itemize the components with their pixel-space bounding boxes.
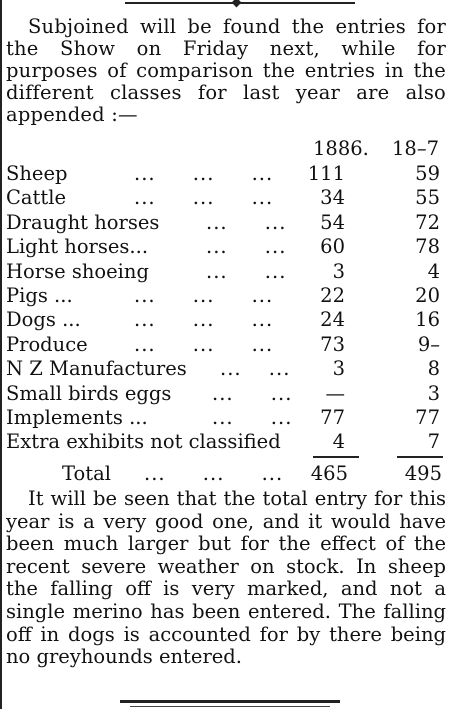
value-1886: 54 [320,210,345,234]
column-rule [0,0,2,709]
value-1886: — [325,381,345,405]
value-1887: 78 [415,235,440,259]
value-1887: 8 [427,357,440,381]
row-label: N Z Manufactures [6,357,187,381]
value-1886: 4 [332,430,345,454]
table-row [6,186,446,210]
value-1887: 77 [415,405,440,429]
total-1886: 465 [310,462,348,485]
value-1886: 22 [320,283,345,307]
row-label: Pigs ... [6,283,73,307]
value-1886: 3 [332,259,345,283]
row-label: Produce [6,332,88,356]
table-row [6,284,446,308]
row-label: Draught horses [6,210,160,234]
value-1887: 59 [415,162,440,185]
value-1886: 24 [320,308,345,332]
leader-dots: ... ... ... [134,162,274,185]
leader-dots: ... ... [206,235,287,259]
value-1886: 77 [320,405,345,429]
value-1886: 111 [307,162,345,185]
table-row [6,162,446,186]
entries-table [6,162,446,455]
value-1887: 16 [415,308,440,332]
value-1887: 4 [427,259,440,283]
intro-paragraph: Subjoined will be found the entries for the Show on Friday next, while for purposes of comparison the entries in the different classes for last year are also appended :— [6,15,446,126]
sum-rule-1887 [397,456,443,458]
row-label: Implements ... [6,405,148,429]
table-row [6,260,446,284]
row-label: Cattle [6,186,66,210]
ornament-line [120,700,340,703]
total-label: Total [62,462,111,485]
row-label: Sheep [6,162,68,185]
value-1886: 3 [332,357,345,381]
value-1887: 20 [415,283,440,307]
row-label: Extra exhibits not classified [6,430,281,454]
leader-dots: ... ... [212,405,293,429]
leader-dots: ... ... ... [134,308,274,332]
sum-rule-1886 [313,456,359,458]
table-row [6,235,446,259]
value-1887: 3 [427,381,440,405]
top-ornament-rule [125,0,355,6]
row-label: Light horses... [6,235,149,259]
value-1887: 9– [417,332,440,356]
leader-dots: ... ... [212,381,293,405]
row-label: Dogs ... [6,308,81,332]
table-row [6,211,446,235]
table-row [6,308,446,332]
year-header-1886: 1886. [313,137,369,160]
leader-dots: ... ... [206,259,287,283]
value-1887: 55 [415,186,440,210]
leader-dots: ... ... ... [144,462,284,485]
leader-dots: ... ... ... [134,186,274,210]
table-row [6,406,446,430]
leader-dots: ... ... ... [134,283,274,307]
value-1886: 60 [320,235,345,259]
closing-paragraph: It will be seen that the total entry for this year is a very good one, and it would have been much larger but for the effect of the recent severe weather on stock. In sheep the falling off is very marked, and not a single merino has been entered. The falling off in dogs is accounted for by there being no greyhounds entered. [6,487,446,669]
year-header-1887: 18–7 [392,137,439,160]
value-1887: 7 [427,430,440,454]
value-1887: 72 [415,210,440,234]
value-1886: 34 [320,186,345,210]
row-label: Horse shoeing [6,259,149,283]
value-1886: 73 [320,332,345,356]
table-row [6,333,446,357]
ornament-line [130,706,330,707]
total-1887: 495 [404,462,442,485]
diamond-icon [232,0,242,7]
leader-dots: ... ... ... [134,332,274,356]
leader-dots: ... ... [220,357,291,381]
table-row [6,357,446,381]
leader-dots: ... ... [206,210,287,234]
table-row [6,382,446,406]
table-row [6,430,446,454]
bottom-ornament-rule [120,700,340,709]
total-row [6,462,446,486]
row-label: Small birds eggs [6,381,172,405]
